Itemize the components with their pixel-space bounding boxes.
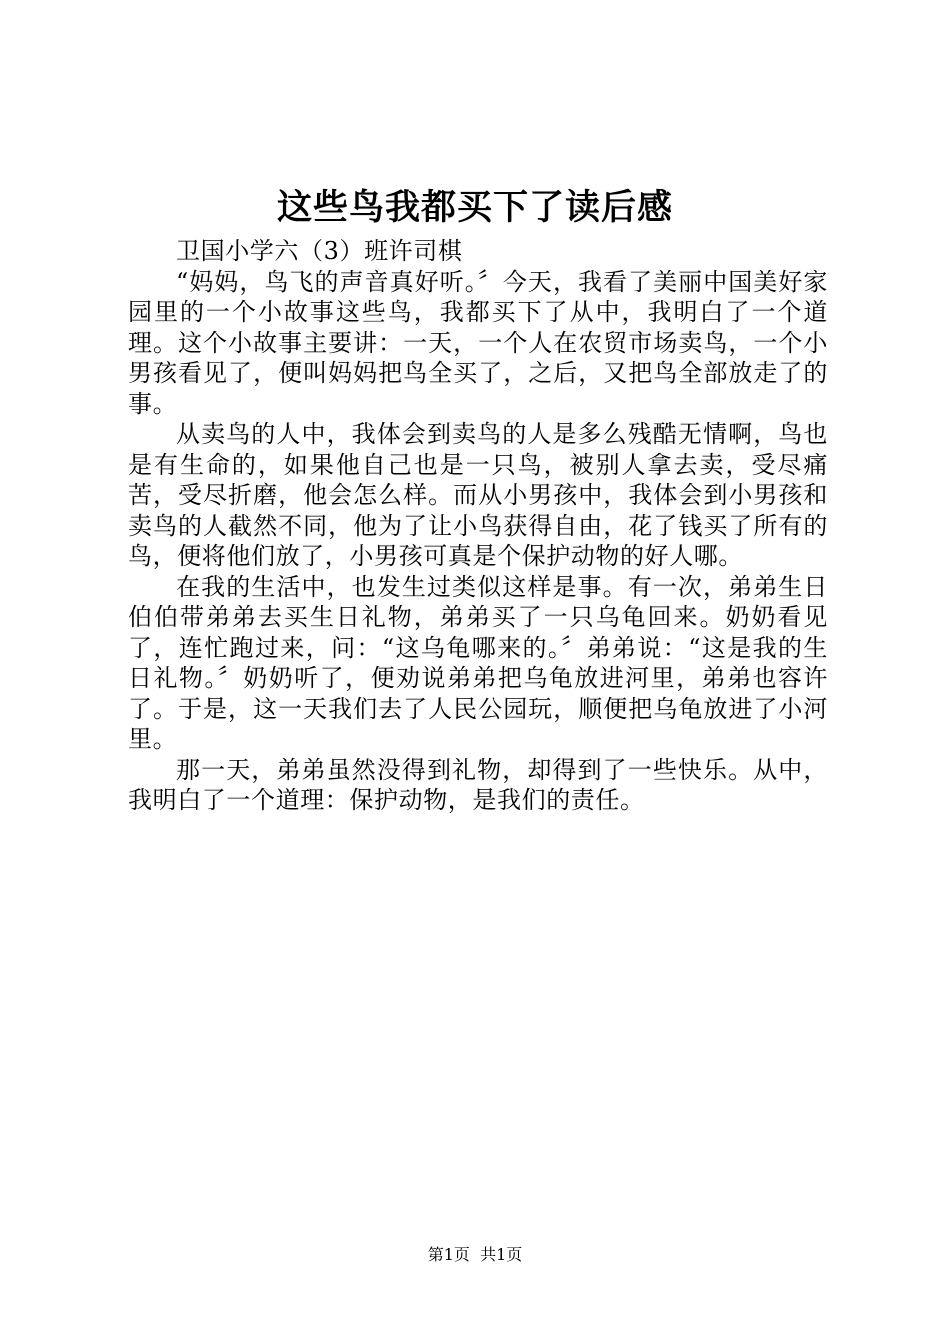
document-title: 这些鸟我都买下了读后感 [276,187,673,228]
paragraph-4: 那一天，弟弟虽然没得到礼物，却得到了一些快乐。从中，我明白了一个道理：保护动物，是我们的责任。 [128,755,828,814]
paragraph-1: “妈妈，鸟飞的声音真好听。〞今天，我看了美丽中国美好家园里的一个小故事这些鸟，我都买下了从中，我明白了一个道理。这个小故事主要讲：一天，一个人在农贸市场卖鸟，一个小男孩看见了，便叫妈妈把鸟全买了，之后，又把鸟全部放走了的事。 [128,267,828,418]
paragraph-2: 从卖鸟的人中，我体会到卖鸟的人是多么残酷无情啊，鸟也是有生命的，如果他自己也是一只鸟，被别人拿去卖，受尽痛苦，受尽折磨，他会怎么样。而从小男孩中，我体会到小男孩和卖鸟的人截然不同，他为了让小鸟获得自由，花了钱买了所有的鸟，便将他们放了，小男孩可真是个保护动物的好人哪。 [128,420,828,570]
page-footer [0,1244,950,1266]
page-number: 第1页 [427,1245,470,1264]
document-body [128,236,828,816]
page-total: 共1页 [480,1245,523,1264]
paragraph-3: 在我的生活中，也发生过类似这样是事。有一次，弟弟生日伯伯带弟弟去买生日礼物，弟弟买了一只乌龟回来。奶奶看见了，连忙跑过来，问：“这乌龟哪来的。〞弟弟说：“这是我的生日礼物。〞奶奶听了，便劝说弟弟把乌龟放进河里，弟弟也容许了。于是，这一天我们去了人民公园玩，顺便把乌龟放进了小河里。 [128,572,828,753]
author-byline: 卫国小学六（3）班许司棋 [176,237,463,265]
